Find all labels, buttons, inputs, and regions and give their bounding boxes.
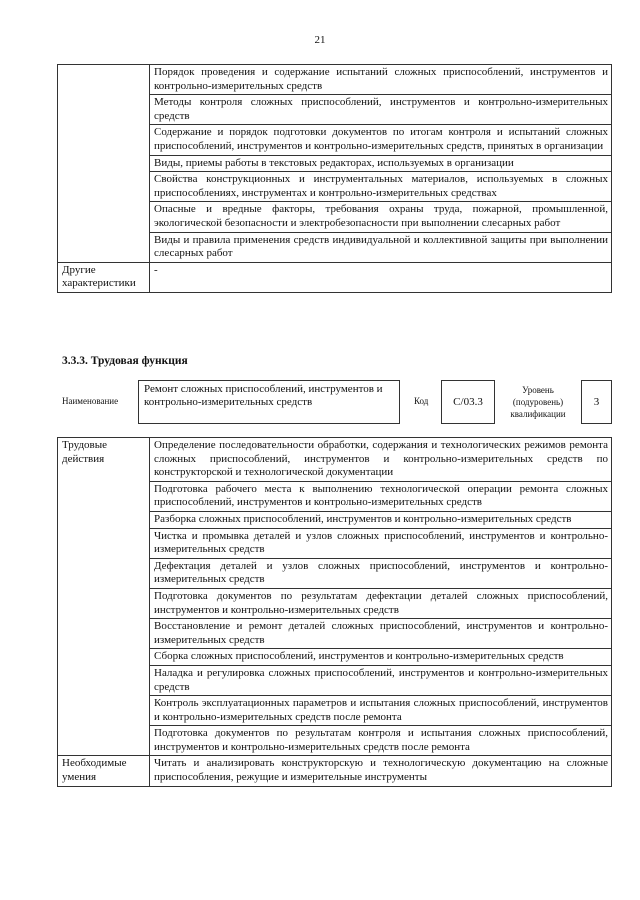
table-row [58, 262, 612, 292]
labor-actions-label: Трудовые действия [58, 438, 150, 756]
row-text: Виды и правила применения средств индивидуальной и коллективной защиты при выполнении слесарных работ [150, 232, 612, 262]
row-text: Наладка и регулировка сложных приспособлений, инструментов и контрольно-измерительных средств [150, 665, 612, 695]
table-row [58, 65, 612, 95]
row-label [58, 65, 150, 263]
level-value: 3 [581, 380, 612, 424]
name-label: Наименование [62, 396, 119, 406]
name-value: Ремонт сложных приспособлений, инструментов и контрольно-измерительных средств [138, 380, 400, 424]
other-characteristics-value: - [150, 262, 612, 292]
requirements-table-continued [57, 64, 612, 293]
page-number: 21 [314, 34, 326, 46]
code-label: Код [414, 396, 429, 406]
row-text: Свойства конструкционных и инструментальных материалов, используемых в сложных приспособлениях, инструментах и контрольно-измерительных средствах [150, 172, 612, 202]
row-text: Опасные и вредные факторы, требования охраны труда, пожарной, промышленной, экологической безопасности и электробезопасности при выполнении слесарных работ [150, 202, 612, 232]
level-label: Уровень (подуровень) квалификации [510, 385, 566, 419]
function-header [0, 380, 640, 426]
section-title: 3.3.3. Трудовая функция [62, 355, 188, 367]
row-text: Разборка сложных приспособлений, инструментов и контрольно-измерительных средств [150, 511, 612, 528]
row-text: Методы контроля сложных приспособлений, инструментов и контрольно-измерительных средств [150, 95, 612, 125]
labor-actions-table [57, 437, 612, 787]
table-row [58, 756, 612, 786]
row-text: Восстановление и ремонт деталей сложных приспособлений, инструментов и контрольно-измерительных средств [150, 619, 612, 649]
other-characteristics-label: Другие характеристики [58, 262, 150, 292]
code-value: C/03.3 [441, 380, 495, 424]
row-text: Подготовка рабочего места к выполнению технологической операции ремонта сложных приспособлений, инструментов и контрольно-измерительных средств [150, 481, 612, 511]
row-text: Содержание и порядок подготовки документов по итогам контроля и испытаний сложных приспособлений, инструментов и контрольно-измерительных средств, принятых в организации [150, 125, 612, 155]
row-text: Порядок проведения и содержание испытаний сложных приспособлений, инструментов и контрольно-измерительных средств [150, 65, 612, 95]
row-text: Сборка сложных приспособлений, инструментов и контрольно-измерительных средств [150, 649, 612, 666]
row-text: Читать и анализировать конструкторскую и технологическую документацию на сложные приспособления, режущие и измерительные инструменты [150, 756, 612, 786]
row-text: Дефектация деталей и узлов сложных приспособлений, инструментов и контрольно-измерительных средств [150, 558, 612, 588]
row-text: Чистка и промывка деталей и узлов сложных приспособлений, инструментов и контрольно-измерительных средств [150, 528, 612, 558]
row-text: Подготовка документов по результатам дефектации деталей сложных приспособлений, инструментов и контрольно-измерительных средств [150, 588, 612, 618]
row-text: Определение последовательности обработки, содержания и технологических режимов ремонта сложных приспособлений, инструментов и контрольно-измерительных средств по конструкторской и технологической документации [150, 438, 612, 482]
row-text: Контроль эксплуатационных параметров и испытания сложных приспособлений, инструментов и контрольно-измерительных средств после ремонта [150, 696, 612, 726]
table-row [58, 438, 612, 482]
row-text: Виды, приемы работы в текстовых редакторах, используемых в организации [150, 155, 612, 172]
required-skills-label: Необходимые умения [58, 756, 150, 786]
row-text: Подготовка документов по результатам контроля и испытания сложных приспособлений, инструментов и контрольно-измерительных средств после ремонта [150, 726, 612, 756]
